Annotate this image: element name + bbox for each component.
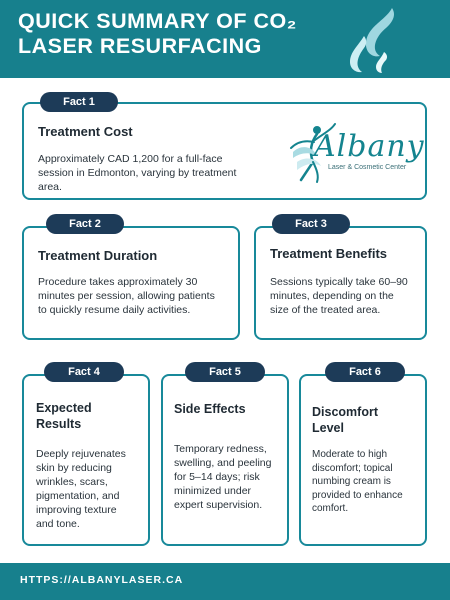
fact-desc-4-line: wrinkles, scars,	[36, 476, 108, 488]
fact-desc-1	[38, 152, 283, 194]
fact-desc-5	[174, 442, 288, 512]
logo-wordmark: Albany	[314, 129, 425, 164]
fact-desc-2-line: to quickly resume daily activities.	[38, 304, 191, 316]
fact-desc-3-line: minutes, depending on the	[270, 290, 394, 302]
footer-bar	[0, 563, 450, 600]
fact-desc-6-line: discomfort; topical	[312, 462, 393, 474]
logo-subtitle: Laser & Cosmetic Center	[328, 164, 407, 171]
fact-desc-6-line: provided to enhance	[312, 489, 403, 501]
fact-title-6-line: Level	[312, 421, 344, 435]
fact-desc-2	[38, 275, 238, 317]
fact-desc-5-line: Temporary redness,	[174, 443, 267, 455]
fact-desc-5-line: for 5–14 days; risk	[174, 471, 260, 483]
fact-desc-6-line: Moderate to high	[312, 449, 388, 460]
fact-title-4-line: Expected	[36, 401, 92, 415]
fact-desc-2-line: minutes per session, allowing patients	[38, 290, 215, 302]
website-link[interactable]: HTTPS://ALBANYLASER.CA	[20, 574, 184, 586]
fact-desc-5-line: expert supervision.	[174, 499, 263, 511]
fact-desc-5-line: minimized under	[174, 485, 252, 497]
page-title-line1: QUICK SUMMARY OF CO₂	[18, 9, 297, 33]
fact-desc-3-line: size of the treated area.	[270, 304, 381, 316]
fact-desc-6-line: comfort.	[312, 503, 349, 514]
fact-desc-4-line: and tone.	[36, 518, 80, 530]
header-banner	[0, 0, 450, 78]
fact-desc-3-line: Sessions typically take 60–90	[270, 276, 408, 288]
fact-desc-4-line: improving texture	[36, 504, 117, 516]
fact-title-6-line: Discomfort	[312, 405, 378, 419]
fact-badge-2: Fact 2	[46, 214, 124, 234]
fact-badge-6: Fact 6	[325, 362, 405, 382]
water-drops-icon	[346, 6, 406, 74]
fact-desc-6-line: numbing cream is	[312, 476, 391, 487]
page-title	[18, 9, 348, 59]
fact-desc-2-line: Procedure takes approximately 30	[38, 276, 198, 288]
fact-title-4-line: Results	[36, 417, 82, 431]
fact-desc-1-line: area.	[38, 181, 62, 193]
fact-badge-5: Fact 5	[185, 362, 265, 382]
fact-desc-4-line: pigmentation, and	[36, 490, 120, 502]
fact-desc-4	[36, 447, 148, 531]
fact-title-4	[36, 400, 92, 432]
fact-title-5: Side Effects	[174, 402, 246, 416]
fact-desc-1-line: session in Edmonton, varying by treatment	[38, 167, 237, 179]
page-title-line2: LASER RESURFACING	[18, 34, 262, 58]
fact-title-1: Treatment Cost	[38, 124, 133, 139]
fact-title-6	[312, 404, 378, 436]
fact-desc-1-line: Approximately CAD 1,200 for a full-face	[38, 153, 223, 165]
albany-logo	[287, 128, 425, 188]
fact-badge-4: Fact 4	[44, 362, 124, 382]
fact-desc-4-line: skin by reducing	[36, 462, 112, 474]
fact-title-3: Treatment Benefits	[270, 246, 388, 261]
fact-badge-1: Fact 1	[40, 92, 118, 112]
fact-badge-3: Fact 3	[272, 214, 350, 234]
fact-desc-5-line: swelling, and peeling	[174, 457, 272, 469]
fact-title-2: Treatment Duration	[38, 248, 158, 263]
fact-desc-4-line: Deeply rejuvenates	[36, 448, 126, 460]
fact-desc-6	[312, 448, 426, 516]
fact-desc-3	[270, 275, 425, 317]
